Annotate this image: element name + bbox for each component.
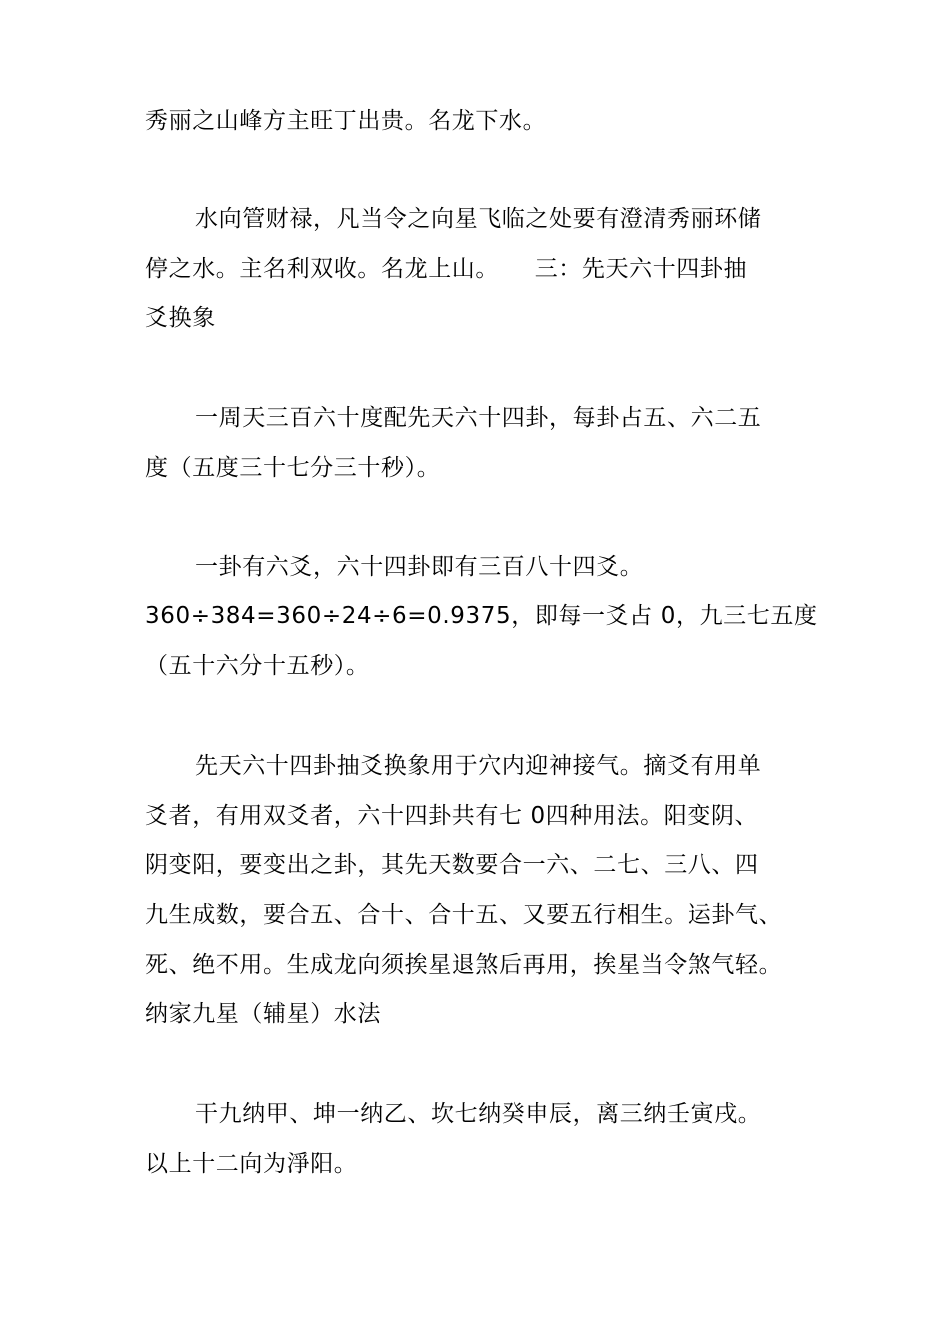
text-line: 死、绝不用。生成龙向须挨星退煞后再用，挨星当令煞气轻。: [145, 952, 783, 978]
paragraph-first-line: 水向管财禄，凡当令之向星飞临之处要有澄清秀丽环储: [195, 206, 762, 232]
paragraph-first-line: 先天六十四卦抽爻换象用于穴内迎神接气。摘爻有用单: [195, 753, 762, 779]
text-line: 爻者，有用双爻者，六十四卦共有七 0四种用法。阳变阴、: [145, 803, 759, 829]
text-line: 九生成数，要合五、合十、合十五、又要五行相生。运卦气、: [145, 902, 783, 928]
paragraph-first-line: 一卦有六爻，六十四卦即有三百八十四爻。: [195, 554, 644, 580]
text-line: 360÷384=360÷24÷6=0.9375，即每一爻占 0，九三七五度: [145, 603, 818, 629]
text-line: 爻换象: [145, 305, 216, 331]
text-line: （五十六分十五秒）。: [145, 653, 370, 679]
paragraph-first-line: 一周天三百六十度配先天六十四卦，每卦占五、六二五: [195, 405, 762, 431]
text-line: 以上十二向为淨阳。: [145, 1151, 358, 1177]
text-line: 停之水。主名利双收。名龙上山。 三：先天六十四卦抽: [145, 256, 748, 282]
text-line: 秀丽之山峰方主旺丁出贵。名龙下水。: [145, 108, 547, 134]
text-line: 度（五度三十七分三十秒）。: [145, 455, 441, 481]
text-line: 阴变阳，要变出之卦，其先天数要合一六、二七、三八、四: [145, 852, 759, 878]
paragraph-first-line: 干九纳甲、坤一纳乙、坎七纳癸申辰，离三纳壬寅戌。: [195, 1101, 762, 1127]
section-heading: 纳家九星（辅星）水法: [145, 1001, 381, 1027]
